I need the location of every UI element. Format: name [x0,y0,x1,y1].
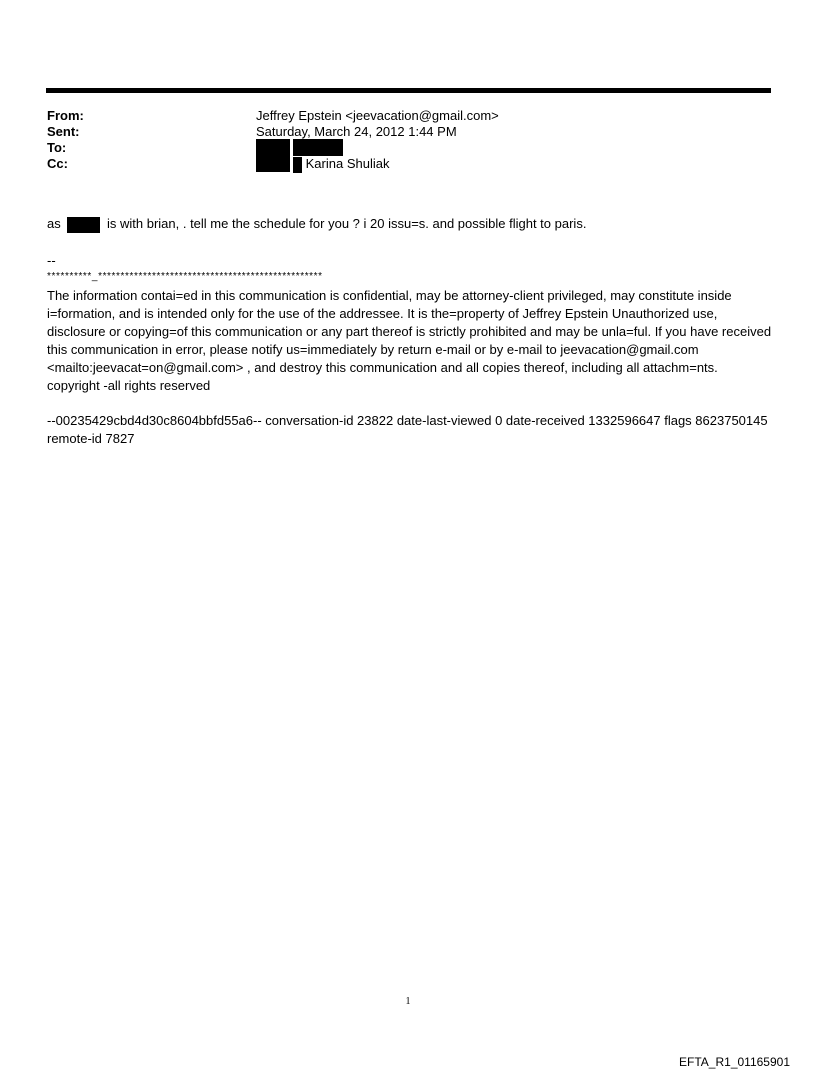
header-rule [46,88,771,93]
from-row [47,108,767,124]
message-metadata: --00235429cbd4d30c8604bbfd55a6-- conversation-id 23822 date-last-viewed 0 date-received 1332596647 flags 8623750145 remote-id 7827 [47,413,768,446]
redaction-box [293,139,343,156]
redaction-box [67,217,100,233]
from-label: From: [47,108,84,123]
message-text: is with brian, . tell me the schedule for you ? i 20 issu=s. and possible flight to paris. [106,216,587,231]
sent-label: Sent: [47,124,80,139]
message-body [47,215,772,233]
message-prefix: as [47,216,61,231]
email-header [47,108,767,172]
sent-row [47,124,767,140]
cc-label: Cc: [47,156,68,171]
sent-value: Saturday, March 24, 2012 1:44 PM [256,124,457,139]
cc-value: Karina Shuliak [305,156,390,171]
confidentiality-disclaimer: The information contai=ed in this communication is confidential, may be attorney-client privileged, may constitute inside i=formation, and is intended only for the use of the addressee. It is the=property of Jeffrey Epstein Unauthorized use, disclosure or copying=of this communication or any part thereof is strictly prohibited and may be unla=ful. If you have received this communication in error, please notify us=immediately by return e-mail or by e-mail to jeevacation@gmail.com <mailto:jeevacat=on@gmail.com> , and destroy this communication and all copies thereof, including all attachm=nts. copyright -all rights reserved [47,288,772,393]
to-label: To: [47,140,67,155]
page-number: 1 [405,996,411,1007]
signature-stars: **********_************************************************** [47,271,323,282]
to-value [256,140,343,156]
cc-row [47,156,767,172]
redaction-box [256,139,290,156]
redaction-box [256,155,290,172]
signature-separator: -- [47,253,56,268]
from-value: Jeffrey Epstein <jeevacation@gmail.com> [256,108,499,123]
cc-value-group [256,156,389,173]
to-row [47,140,767,156]
document-id: EFTA_R1_01165901 [679,1055,790,1069]
redaction-box [293,157,302,173]
